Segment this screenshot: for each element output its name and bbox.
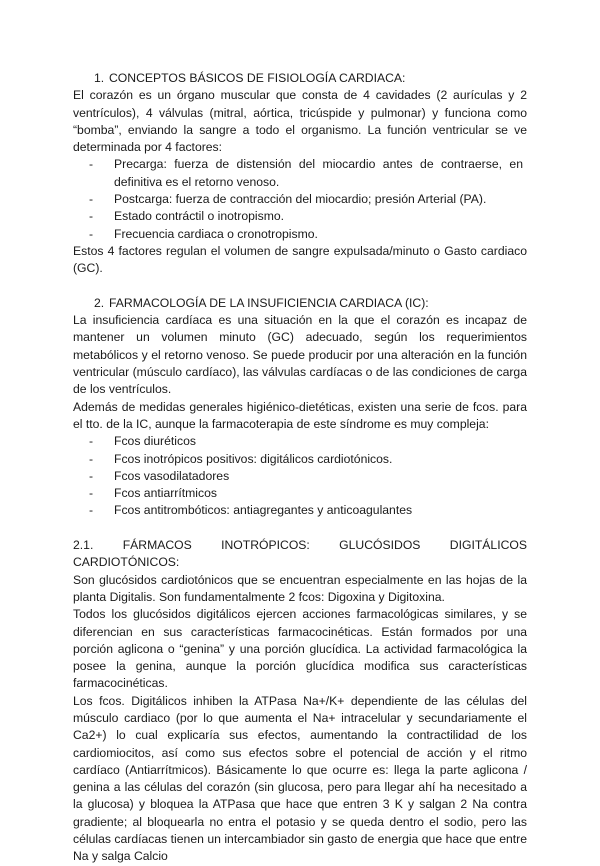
section-1-closing: Estos 4 factores regulan el volumen de sangre expulsada/minuto o Gasto cardiaco (GC). <box>73 243 527 276</box>
spacer <box>73 520 527 537</box>
section-2-1-paragraph-1: Son glucósidos cardiotónicos que se encuentran especialmente en las hojas de la planta Digitalis. Son fundamentalmente 2 fcos: Digoxina y Digitoxina. <box>73 572 527 604</box>
section-2-1-paragraph-3: Los fcos. Digitálicos inhiben la ATPasa Na+/K+ dependiente de las células del músculo cardiaco (por lo que aumenta el Na+ intracelular y secundariamente el Ca2+) lo cual explicaría sus efectos, aumentando la contractilidad de los cardiomiocitos, así como sus efectos sobre el potencial de acción y el ritmo cardíaco (Antiarrítmicos). Básicamente lo que ocurre es: llega la parte aglicona / genina a las células del corazón (sin glucosa, pero para llegar ahí ha necesitado a la glucosa) y bloquea la ATPasa que hace que entren 3 K y salgan 2 Na contra gradiente; al bloquearla no entra el potasio y se queda dentro el sodio, pero las células cardíacas tienen un intercambiador sin gasto de energia que hace que entre Na y salga Calcio <box>73 693 527 864</box>
list-item: - Fcos antitrombóticos: antiagregantes y anticoagulantes <box>73 502 527 519</box>
heading-word: FÁRMACOS <box>122 538 192 553</box>
section-2-1-heading <box>73 537 527 554</box>
heading-word: DIGITÁLICOS <box>449 538 527 553</box>
list-item: - Precarga: fuerza de distensión del miocardio antes de contraerse, en definitiva es el retorno venoso. <box>73 156 527 191</box>
heading-word: INOTRÓPICOS: <box>221 538 310 553</box>
section-1-intro: El corazón es un órgano muscular que consta de 4 cavidades (2 aurículas y 2 ventrículos), 4 válvulas (mitral, aórtica, tricúspide y pulmonar) y funciona como “bomba”, enviando la sangre a todo el organismo. La función ventricular se ve determinada por 4 factores: <box>73 88 527 155</box>
spacer <box>73 278 527 295</box>
list-item: - Postcarga: fuerza de contracción del miocardio; presión Arterial (PA). <box>73 191 527 208</box>
heading-word: GLUCÓSIDOS <box>339 538 421 553</box>
section-1-heading <box>73 70 527 87</box>
factors-list <box>73 156 527 242</box>
section-2-measures: Además de medidas generales higiénico-dietéticas, existen una serie de fcos. para el tto. de la IC, aunque la farmacoterapia de este síndrome es muy compleja: <box>73 399 527 431</box>
section-2-number: 2. <box>94 295 105 310</box>
list-item: - Fcos inotrópicos positivos: digitálicos cardiotónicos. <box>73 451 527 468</box>
drugs-list <box>73 433 527 519</box>
list-item: - Fcos diuréticos <box>73 433 527 450</box>
section-2-title: FARMACOLOGÍA DE LA INSUFICIENCIA CARDIACA (IC): <box>109 295 429 310</box>
heading-word: 2.1. <box>73 538 94 553</box>
section-1-title: CONCEPTOS BÁSICOS DE FISIOLOGÍA CARDIACA: <box>109 71 406 85</box>
section-2-intro: La insuficiencia cardíaca es una situación en la que el corazón es incapaz de mantener un volumen minuto (GC) adecuado, según los requerimientos metabólicos y el retorno venoso. Se puede producir por una alteración en la función ventricular (músculo cardíaco), las válvulas cardíacas o de las condiciones de carga de los ventrículos. <box>73 313 527 397</box>
list-item: - Fcos vasodilatadores <box>73 468 527 485</box>
section-2-1-paragraph-2: Todos los glucósidos digitálicos ejercen acciones farmacológicas similares, y se diferencian en sus características farmacocinéticas. Están formados por una porción aglicona o “genina” y una porción glucídica. La actividad farmacológica la posee la genina, aunque la porción glucídica modifica sus características farmacocinéticas. <box>73 607 527 691</box>
section-2-1-heading-line-2: CARDIOTÓNICOS: <box>73 555 180 570</box>
list-item: - Frecuencia cardiaca o cronotropismo. <box>73 226 527 243</box>
section-2-heading <box>73 295 527 312</box>
list-item: - Fcos antiarrítmicos <box>73 485 527 502</box>
list-item: - Estado contráctil o inotropismo. <box>73 208 527 225</box>
section-1-number: 1. <box>94 71 105 85</box>
